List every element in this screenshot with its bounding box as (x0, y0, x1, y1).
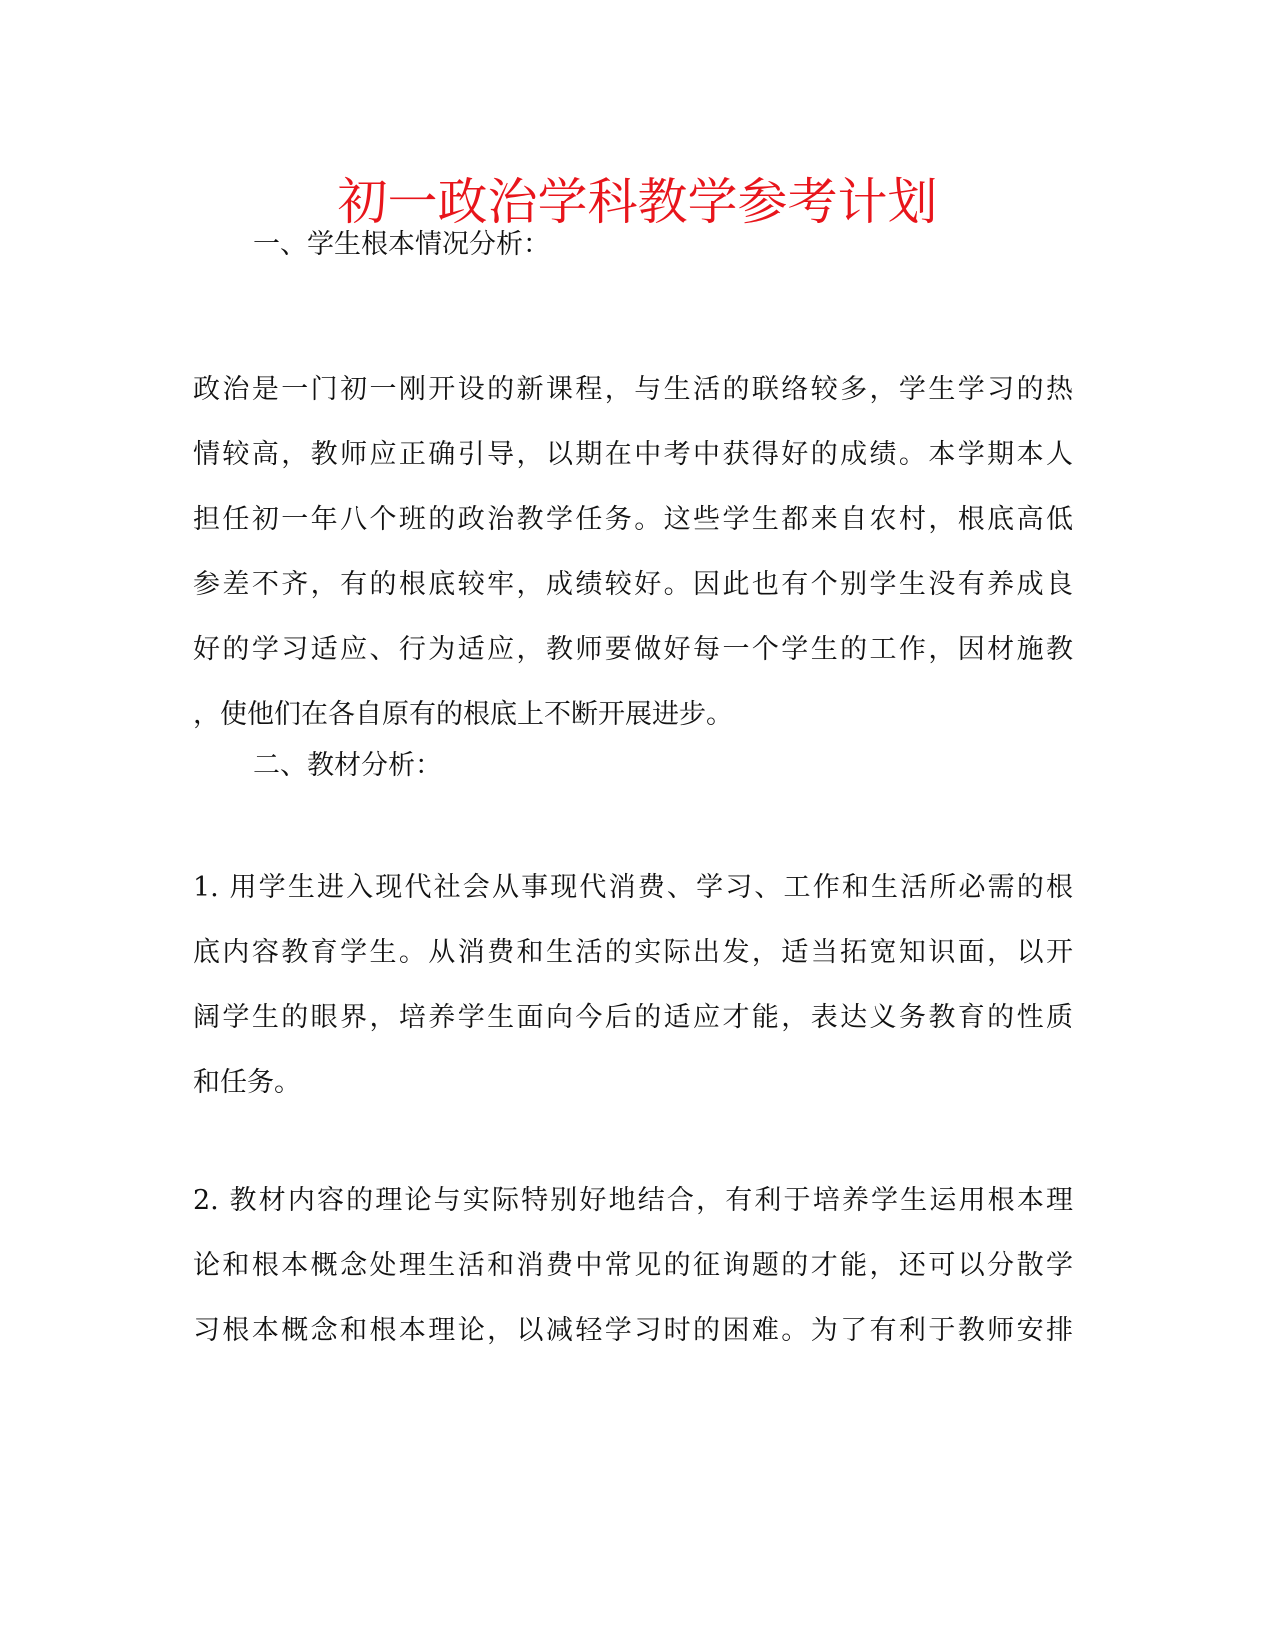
paragraph-line: 阔学生的眼界，培养学生面向今后的适应才能，表达义务教育的性质 (193, 1002, 1073, 1033)
paragraph-line: 论和根本概念处理生活和消费中常见的征询题的才能，还可以分散学 (193, 1250, 1073, 1281)
paragraph-line: 和任务。 (193, 1067, 301, 1098)
paragraph-line: 1. 用学生进入现代社会从事现代消费、学习、工作和生活所必需的根 (193, 872, 1073, 903)
document-title: 初一政治学科教学参考计划 (337, 173, 938, 231)
paragraph-line: 情较高，教师应正确引导，以期在中考中获得好的成绩。本学期本人 (193, 439, 1073, 470)
section-heading-textbook-analysis: 二、教材分析： (253, 750, 442, 781)
section-heading-student-analysis: 一、学生根本情况分析： (253, 229, 550, 260)
paragraph-textbook-point-1 (193, 870, 1073, 1130)
paragraph-line: ，使他们在各自原有的根底上不断开展进步。 (193, 699, 733, 730)
paragraph-line: 底内容教育学生。从消费和生活的实际出发，适当拓宽知识面，以开 (193, 937, 1073, 968)
paragraph-line: 担任初一年八个班的政治教学任务。这些学生都来自农村，根底高低 (193, 504, 1073, 535)
paragraph-line: 2. 教材内容的理论与实际特别好地结合，有利于培养学生运用根本理 (193, 1185, 1073, 1216)
paragraph-line: 政治是一门初一刚开设的新课程，与生活的联络较多，学生学习的热 (193, 374, 1073, 405)
paragraph-line: 习根本概念和根本理论，以减轻学习时的困难。为了有利于教师安排 (193, 1315, 1073, 1346)
paragraph-student-analysis (193, 372, 1073, 762)
paragraph-line: 好的学习适应、行为适应，教师要做好每一个学生的工作，因材施教 (193, 634, 1073, 665)
paragraph-textbook-point-2 (193, 1183, 1073, 1378)
paragraph-line: 参差不齐，有的根底较牢，成绩较好。因此也有个别学生没有养成良 (193, 569, 1073, 600)
